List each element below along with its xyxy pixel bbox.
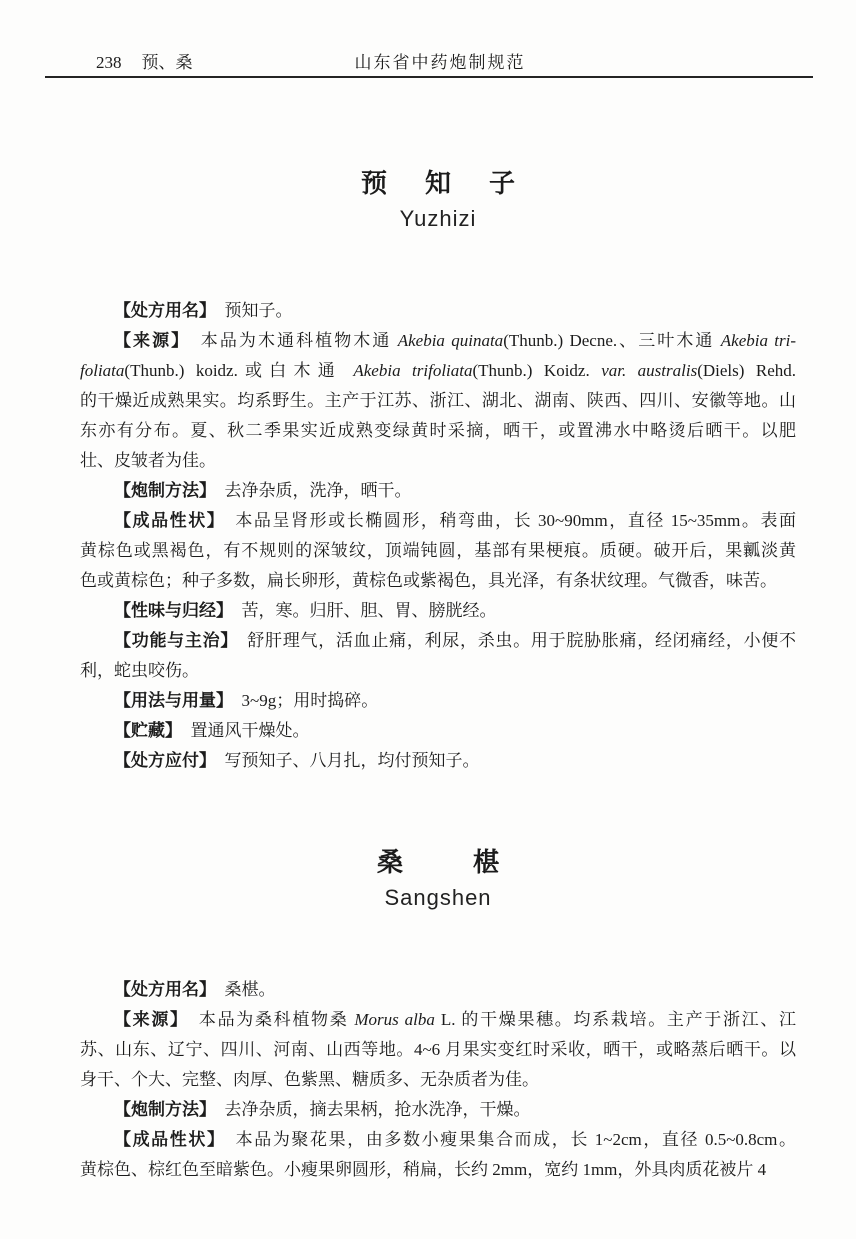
section-locator: 预、桑 [141, 53, 193, 72]
text-line [80, 1125, 796, 1155]
monograph-pinyin: Sangshen [384, 885, 492, 910]
text-segment: 本品为聚花果，由多数小瘦果集合而成，长 1~2cm，直径 0.5~0.8cm。 [217, 1130, 796, 1149]
text-segment: L. 的干燥果穗。均系栽培。主产于浙江、江 [434, 1010, 797, 1029]
field-label: 【炮制方法】 [114, 1100, 208, 1119]
paragraph [80, 716, 796, 746]
latin-name: Akebia tri- [720, 331, 797, 350]
text-segment: (Diels) Rehd. [697, 361, 797, 380]
paragraph [80, 296, 796, 326]
text-line [80, 686, 796, 716]
field-label: 【来源】 [114, 331, 182, 350]
text-segment: 苦，寒。归肝、胆、胃、膀胱经。 [224, 601, 497, 620]
page-body [80, 0, 796, 1185]
paragraph [80, 1005, 796, 1095]
monograph-section [80, 845, 796, 1185]
text-line [80, 446, 796, 476]
text-segment: (Thunb.) koidz.或白木通 [124, 361, 354, 380]
paragraph [80, 626, 796, 686]
text-segment: 色或黄棕色；种子多数，扁长卵形，黄棕色或紫褐色，具光泽，有条状纹理。气微香，味苦。 [80, 571, 777, 590]
text-segment: 去净杂质，洗净，晒干。 [207, 481, 412, 500]
text-segment: 壮、皮皱者为佳。 [80, 451, 216, 470]
text-line [80, 536, 796, 566]
field-label: 【成品性状】 [114, 511, 217, 530]
text-line [80, 716, 796, 746]
paragraph [80, 746, 796, 776]
paragraph [80, 596, 796, 626]
text-segment: 置通风干燥处。 [173, 721, 310, 740]
text-line [80, 356, 796, 386]
book-title: 山东省中药炮制规范 [354, 53, 526, 72]
text-segment: (Thunb.) Decne.、三叶木通 [503, 331, 721, 350]
text-line [80, 1155, 796, 1185]
field-label: 【炮制方法】 [114, 481, 208, 500]
field-label: 【性味与归经】 [114, 601, 225, 620]
field-label: 【用法与用量】 [114, 691, 225, 710]
field-label: 【成品性状】 [114, 1130, 218, 1149]
text-segment: 东亦有分布。夏、秋二季果实近成熟变绿黄时采摘，晒干，或置沸水中略烫后晒干。以肥 [80, 421, 796, 440]
text-segment: 3~9g；用时捣碎。 [224, 691, 379, 710]
text-segment: 本品呈肾形或长椭圆形，稍弯曲，长 30~90mm，直径 15~35mm。表面 [216, 511, 796, 530]
field-label: 【处方用名】 [114, 301, 208, 320]
field-label: 【处方应付】 [114, 751, 208, 770]
paragraph [80, 326, 796, 476]
field-label: 【来源】 [114, 1010, 181, 1029]
latin-name: foliata [80, 361, 125, 380]
text-line [80, 386, 796, 416]
paragraph [80, 476, 796, 506]
field-label: 【功能与主治】 [114, 631, 230, 650]
text-line [80, 1035, 796, 1065]
text-segment: 本品为桑科植物桑 [180, 1010, 355, 1029]
text-segment: 身干、个大、完整、肉厚、色紫黑、糖质多、无杂质者为佳。 [80, 1070, 539, 1089]
text-line [80, 296, 796, 326]
text-segment: 黄棕色或黑褐色，有不规则的深皱纹，顶端钝圆，基部有果梗痕。质硬。破开后，果瓤淡黄 [80, 541, 796, 560]
field-label: 【贮藏】 [114, 721, 174, 740]
text-segment: 本品为木通科植物木通 [181, 331, 398, 350]
text-line [80, 476, 796, 506]
paragraph [80, 686, 796, 716]
text-line [80, 626, 796, 656]
latin-name: Morus alba [354, 1010, 435, 1029]
latin-name: var. australis [601, 361, 698, 380]
text-line [80, 746, 796, 776]
field-label: 【处方用名】 [114, 980, 208, 999]
text-segment: 写预知子、八月扎，均付预知子。 [207, 751, 480, 770]
text-line [80, 506, 796, 536]
text-line [80, 1005, 796, 1035]
page-number: 238 [96, 53, 122, 72]
text-line [80, 326, 796, 356]
paragraph [80, 975, 796, 1005]
text-line [80, 1065, 796, 1095]
text-line [80, 416, 796, 446]
text-line [80, 1095, 796, 1125]
text-segment: 苏、山东、辽宁、四川、河南、山西等地。4~6 月果实变红时采收，晒干，或略蒸后晒干。以 [80, 1040, 796, 1059]
text-segment: 利，蛇虫咬伤。 [80, 661, 199, 680]
text-line [80, 656, 796, 686]
text-segment: 的干燥近成熟果实。均系野生。主产于江苏、浙江、湖北、湖南、陕西、四川、安徽等地。山 [80, 391, 796, 410]
text-segment: (Thunb.) Koidz. [472, 361, 602, 380]
text-segment: 桑椹。 [207, 980, 276, 999]
text-line [80, 975, 796, 1005]
monograph-title: 桑 椹 [376, 847, 505, 877]
latin-name: Akebia trifoliata [353, 361, 473, 380]
text-segment: 舒肝理气，活血止痛，利尿，杀虫。用于脘胁胀痛，经闭痛经，小便不 [229, 631, 797, 650]
paragraph-block [80, 296, 796, 776]
monograph-pinyin: Yuzhizi [399, 206, 477, 231]
text-segment: 去净杂质，摘去果柄，抢水洗净，干燥。 [207, 1100, 531, 1119]
text-segment: 预知子。 [207, 301, 293, 320]
monograph-section [80, 166, 796, 776]
paragraph-block [80, 975, 796, 1185]
latin-name: Akebia quinata [397, 331, 504, 350]
text-segment: 黄棕色、棕红色至暗紫色。小瘦果卵圆形，稍扁，长约 2mm，宽约 1mm，外具肉质花被片 4 [80, 1160, 767, 1179]
text-line [80, 566, 796, 596]
paragraph [80, 506, 796, 596]
monograph-title: 预 知 子 [360, 168, 521, 198]
text-line [80, 596, 796, 626]
paragraph [80, 1095, 796, 1125]
paragraph [80, 1125, 796, 1185]
